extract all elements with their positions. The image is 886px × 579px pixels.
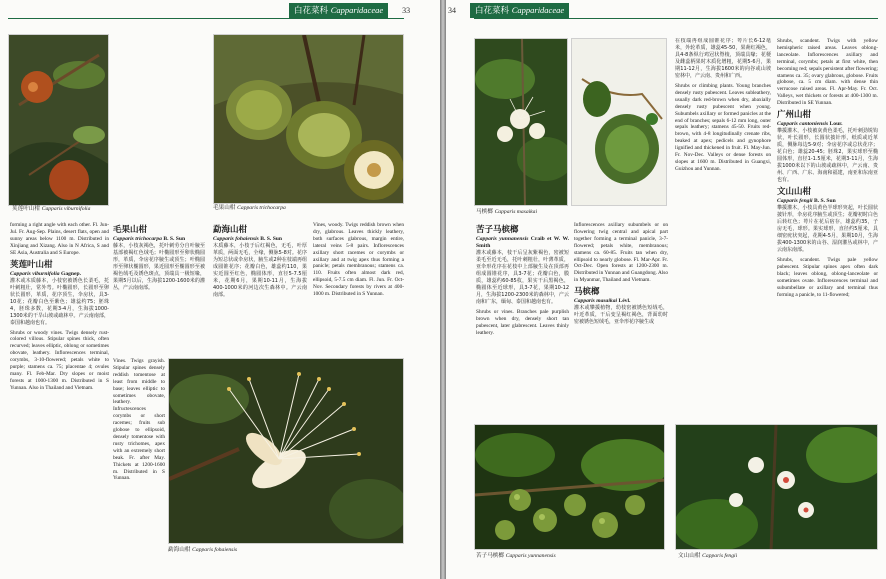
header-rule [8, 18, 404, 19]
body-text-zh: 灌木或藤本，枝干后呈灰紫褐色，密被短柔毛至近无毛，托叶刺粗壮，叶薄革质，亚伞形花序在花枝中上部腋生及在顶部再组成圆锥花序，具3-7花；花瓣白色，膜质，雄蕊约60-85枚，果实干后黑褐色，椭圆体至近球形，具3-7花，果期10-12月，生海拔1200-2300米的森林中，产云南和广东，缅甸、泰国和越南也有。 [476, 250, 569, 305]
species-name-sci: Capparis masaikai Lévl. [574, 298, 631, 305]
body-text-en: Vines. Twigs grayish. Stipular spines densely reddish tomentose at least from middle to base; leaves elliptic to sometimes obovate, leathery. Infructescences corymbs or short racemes; fruits sub globose to ellipsoid, densely tomentose with rusty trichomes, apex with an extremely short beak. Fr. after May. Thickets at 1200-1600 m. Distributed in S Yunnan. [113, 358, 165, 482]
page-number: 33 [402, 5, 411, 15]
photo-yunnanensis [474, 424, 665, 550]
body-text-zh: 灌木或木质藤本，小枝密被锈色长柔毛，托叶刺粗壮，常外弯。叶椭圆形，长圆形至卵状长圆形，革质，花序顶生，伞房状，具3-10花；花瓣白色至紫色；雄蕊约75；胚珠4，胚珠多数，花期3-4月，生海拔1000-1300米的干旱山坡或疏林中。产云南南部，泰国和越南也有。 [10, 277, 109, 326]
text-column-1 [476, 222, 569, 420]
text-column-2 [574, 222, 668, 420]
body-text-en: Vines, woody. Twigs reddish brown when dry, glabrous. Leaves thickly leathery, both surfaces glabrous, margin entire, lateral veins 5-8 pairs. Inflorescences axillary short racemes or corymbs or axillary and at twig apex thus forming a panicle; petals membranous; stamens ca. 110. Fruits often almost dark red, ellipsoid, 5-7.5 cm diam. Fl. Jun. Fr. Oct-Nov. Secondary forests by rivers at 400-1000 m. Distributed in S Yunnan. [313, 222, 404, 298]
photo-caption: 马槟榔 Capparis masaikai [476, 209, 538, 215]
body-text: forming a right angle with each other. Fl. Jun-Jul. Fr. Aug-Sep. Plains, desert flats, open and sunny areas below 1100 m. Distributed in Xinjiang and Xizang. Also in N Africa, S and SE Asia, Australia and S Europe. [10, 222, 109, 256]
body-text-zh: 木质藤本，小枝于后红褐色，无毛，叶厚革质，两面无毛，全缘，侧脉5-8对。花序为短总状或伞房状，腋生或2种在枝端再组成圆锥花序；花瓣白色，雄蕊约110，果实近圆至红色，椭圆体形，直径5-7.5厘米，花期6月，果期10-11月，生海拔400-1000米的河边次生森林中。产云南南部。 [213, 243, 307, 298]
body-text-en: Shrubs or climbing plants. Young branches densely rusty pubescent. Leaves subleathery, usually dark red-brown when dry, abaxially densely rusty pubescent when young. Subumbels axillary or formed panicles at the end of branches; sepals 6-12 mm long, outer sepals leathery; stamens 45-50. Fruits red-brown, with 4-8 longitudinally crenate ribs, beaked at apex; pedicels and gynophore lignified and thickened in fruit. Fl. May-Jun. Fr. Nov-Dec. Valleys or dense forests on slopes at 1600 m. Distributed in Guangxi, Guizhou and Yunnan. [675, 83, 771, 172]
text-column-2b [113, 358, 165, 548]
body-text-en: Shrubs, scandent. Twigs with yellow hemispheric raised areas. Leaves oblong-lanceolate. Inflorescences axillary and terminal, corymbs; petals at first white, then becoming red; sepals persistent after flowering; stamens ca. 35; ovary glabrous, globose. Fruits globose, ca. 5 cm diam. with dense thin verrucose raised areas. Fl. Apr-May. Fr. Oct. Valleys, wet thickets or forests at 400-1300 m. Distributed in SE Yunnan. [777, 38, 878, 107]
header-band: 白花菜科 Capparidaceae [470, 3, 569, 18]
text-column-4 [313, 222, 404, 354]
page-number: 34 [448, 5, 456, 15]
body-text-en: Inflorescences axillary subumbels or on flowering twig central and apical part together forming a terminal panicle, 3-7-flowered; petals white, membranous; stamens ca. 60-85. Fruits tan when dry, ellipsoid to nearly globose. Fl. Mar-Apr. Fr. Oct-Dec. Open forests at 1200-2300 m. Distributed in Yunnan and Guangdong. Also in Myanmar, Thailand and Vietnam. [574, 222, 668, 284]
right-page [446, 0, 886, 579]
body-text-en: Shrubs, scandent. Twigs pale yellow pubescent. Stipular spines apex often dark black; leaves oblong, oblong-lanceolate or sometimes ovate. Inflorescences terminal and subumbellate or axillary and terminal thus forming a panicle, to 11-flowered; [777, 257, 878, 298]
species-name-sci: Capparis trichocarpa B. S. Sun [113, 236, 186, 242]
photo-viburnifolia [8, 34, 109, 206]
photo-trichocarpa [213, 34, 404, 204]
species-name-cn: 文山山柑 [777, 187, 812, 198]
photo-caption: 毛果山柑 Capparis trichocarpa [213, 205, 286, 211]
species-name-sci: Capparis fengii B. S. Sun [777, 198, 836, 205]
photo-caption: 勐海山柑 Capparis fohaiensis [168, 547, 238, 553]
text-column-3 [675, 38, 771, 420]
photo-fengii [675, 424, 878, 550]
species-name-cn: 马槟榔 [574, 287, 600, 298]
page-header [448, 3, 569, 17]
text-column-4 [777, 38, 878, 420]
header-band: 白花菜科 Capparidaceae [289, 3, 388, 18]
species-name-sci: Capparis viburnifolia Gagnep. [10, 270, 82, 277]
body-text-zh: 藤本，小枝灰褐色，托叶刺劳分自叶腋至基部被褐红色绒毛；叶椭圆形至卵状椭圆形，革质，伞房花序腋生或顶生；叶椭圆形至卵状椭圆形，果近圆形至椭圆形至被褐色绒毛及锈色斑点，顶端具一极短喙，果期5月以后，生海拔1200-1600米的灌丛，产云南南部。 [113, 243, 205, 291]
photo-fohaiensis [168, 358, 404, 544]
text-column-2 [113, 222, 205, 354]
species-name-sci: Capparis cantoniensis Lour. [777, 121, 843, 128]
text-column-1 [10, 222, 109, 572]
body-text-zh: 攀援灌木，小枝被灰黄色柔毛，托叶刺劲锐钩状，叶长圆形，长圆状披针形，纸质或近革质，侧脉每边5-9对；伞房花序或总状花序；花白色；雄蕊20-45；胚珠2，果实球形至椭圆体形，直径1-1.5厘米，花期3-11月，生海拔1000米以下的山坡或疏林中，产云南、贵州、广西、广东、海南和福建，南亚和东南亚也有。 [777, 128, 878, 184]
page-header [289, 3, 410, 17]
species-name-sci: Capparis fohaiensis B. S. Sun [213, 236, 283, 242]
species-name-cn: 苦子马槟榔 [476, 225, 519, 235]
photo-caption: 苦子马槟榔 Capparis yunnanensis [476, 553, 556, 559]
photo-masaikai [474, 38, 568, 206]
body-text-zh: 在枝端再组成圆锥花序；萼片长6-12毫米，外轮革质，雄蕊45-50，果蒴红褐色，具4-8条纵行鸡冠状脊棱，顶端具喙；花梗及雌蕊柄果时木质化增粗，花期5-6月，果期11-12月，生海拔1600米的向谷或山坡密林中，产云南、贵州和广西。 [675, 38, 771, 79]
species-name-cn: 毛果山柑 [113, 225, 148, 235]
left-page [0, 0, 440, 579]
photo-masaikai-fruit [571, 38, 667, 206]
text-column-3 [213, 222, 307, 354]
body-text-zh: 灌木或攀援植物，幼枝密被锈色短绒毛，叶近革质，干后变呈褐红褐色，背面幼时密被锈色短绒毛，亚伞形花序腋生或 [574, 305, 668, 326]
photo-caption: 文山山柑 Capparis fengii [678, 553, 738, 559]
body-text-en: Shrubs or vines. Branches pale purplish brown when dry, densely short tan pubescent, later glabrescent. Leaves thinly leathery. [476, 309, 569, 336]
species-name-cn: 勐海山柑 [213, 225, 248, 235]
body-text-zh: 攀援灌木，小枝具黄色半球形突起，叶长圆状披针形，伞房花序腋生或顶生；花瓣初时白色后转红色；萼片在花后宿存，雄蕊约35，子房无毛，球形。果实球形，直径约5厘米，具细密疣状突起，花期4-5月，果期10月，生海拔400-1300米的山谷、湿润灌丛或林中，产云南东南部。 [777, 205, 878, 254]
body-text-en: Shrubs or woody vines. Twigs densely rust-colored villous. Stipular spines thick, often recurved; leaves elliptic, oblong or sometimes obovate, leathery. Inflorescences terminal, corymbs, 3-10-flowered; petals white to purple; stamens ca. 75; placentae 4; ovules many. Fl. Feb-Mar. Dry slopes or moist forests at 1000-1300 m. Distributed in S Yunnan. Also in Thailand and Vietnam. [10, 329, 109, 391]
header-rule [474, 18, 878, 19]
species-name-cn: 荚莲叶山柑 [10, 259, 53, 270]
species-name-sci: Capparis yunnanensis Craib et W. W. Smith [476, 236, 569, 249]
species-name-cn: 广州山柑 [777, 110, 812, 121]
photo-caption: 荚莲叶山柑 Capparis viburnifolia [12, 206, 91, 212]
